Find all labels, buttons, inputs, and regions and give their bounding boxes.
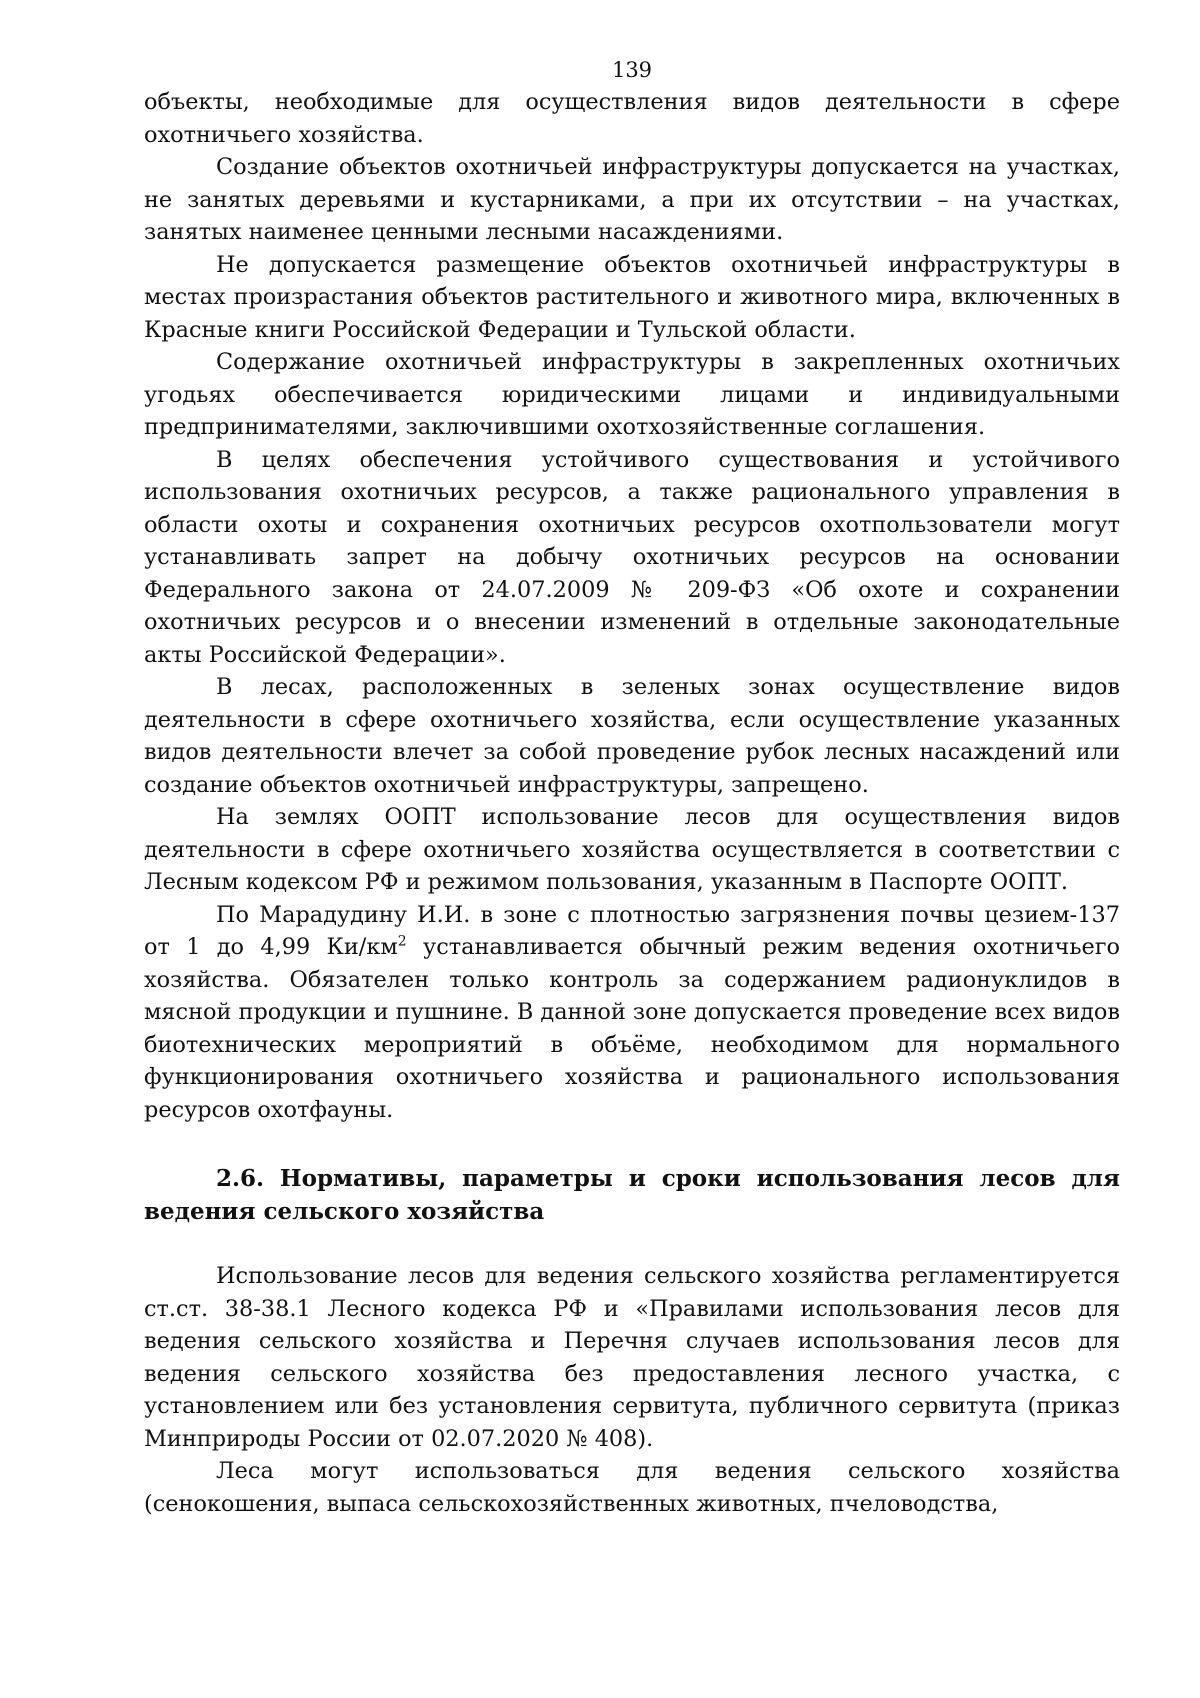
paragraph-hunting-ban: В целях обеспечения устойчивого существования и устойчивого использования охотничьих ресурсов, а также рационального управления в области охоты и сохранения охотничьих ресурсов охотпользователи могут устанавливать запрет на добычу охотничьих ресурсов на основании Федерального закона от 24.07.2009 № 209-ФЗ «Об охоте и сохранении охотничьих ресурсов и о внесении изменений в отдельные законодательные акты Российской Федерации». [144, 446, 1120, 668]
document-page [144, 54, 1120, 1520]
section-heading: 2.6. Нормативы, параметры и сроки использования лесов для ведения сельского хозяйства [144, 1165, 1120, 1225]
paragraph-cesium-zone [144, 899, 1120, 1127]
superscript-two: 2 [397, 933, 407, 950]
paragraph-red-book-restriction: Не допускается размещение объектов охотничьей инфраструктуры в местах произрастания объектов растительного и животного мира, включенных в Красные книги Российской Федерации и Тульской области. [144, 251, 1120, 343]
paragraph-infrastructure-placement: Создание объектов охотничьей инфраструктуры допускается на участках, не занятых деревьями и кустарниками, а при их отсутствии – на участках, занятых наименее ценными лесными насаждениями. [144, 154, 1120, 245]
paragraph-continuation: объекты, необходимые для осуществления видов деятельности в сфере охотничьего хозяйства. [144, 89, 1120, 148]
paragraph-green-zones: В лесах, расположенных в зеленых зонах осуществление видов деятельности в сфере охотничьего хозяйства, если осуществление указанных видов деятельности влечет за собой проведение рубок лесных насаждений или создание объектов охотничьей инфраструктуры, запрещено. [144, 674, 1120, 798]
page-number: 139 [611, 58, 653, 82]
cesium-text-before: По Марадудину И.И. в зоне с плотностью загрязнения почвы цезием-137 от 1 до 4,99 Ки/км [144, 901, 1120, 960]
paragraph-oopt-lands: На землях ООПТ использование лесов для осуществления видов деятельности в сфере охотничьего хозяйства осуществляется в соответствии с Лесным кодексом РФ и режимом пользования, указанным в Паспорте ООПТ. [144, 804, 1120, 895]
paragraph-agriculture-uses: Леса могут использоваться для ведения сельского хозяйства (сенокошения, выпаса сельскохозяйственных животных, пчеловодства, [144, 1458, 1120, 1517]
cesium-text-after: устанавливается обычный режим ведения охотничьего хозяйства. Обязателен только контроль за содержанием радионуклидов в мясной продукции и пушнине. В данной зоне допускается проведение всех видов биотехнических мероприятий в объёме, необходимом для нормального функционирования охотничьего хозяйства и рационального использования ресурсов охотфауны. [144, 934, 1120, 1123]
paragraph-infrastructure-maintenance: Содержание охотничьей инфраструктуры в закрепленных охотничьих угодьях обеспечивается юридическими лицами и индивидуальными предпринимателями, заключившими охотхозяйственные соглашения. [144, 349, 1120, 440]
paragraph-agriculture-regulation: Использование лесов для ведения сельского хозяйства регламентируется ст.ст. 38-38.1 Лесного кодекса РФ и «Правилами использования лесов для ведения сельского хозяйства и Перечня случаев использования лесов для ведения сельского хозяйства без предоставления лесного участка, с установлением или без установления сервитута, публичного сервитута (приказ Минприроды России от 02.07.2020 № 408). [144, 1263, 1120, 1452]
